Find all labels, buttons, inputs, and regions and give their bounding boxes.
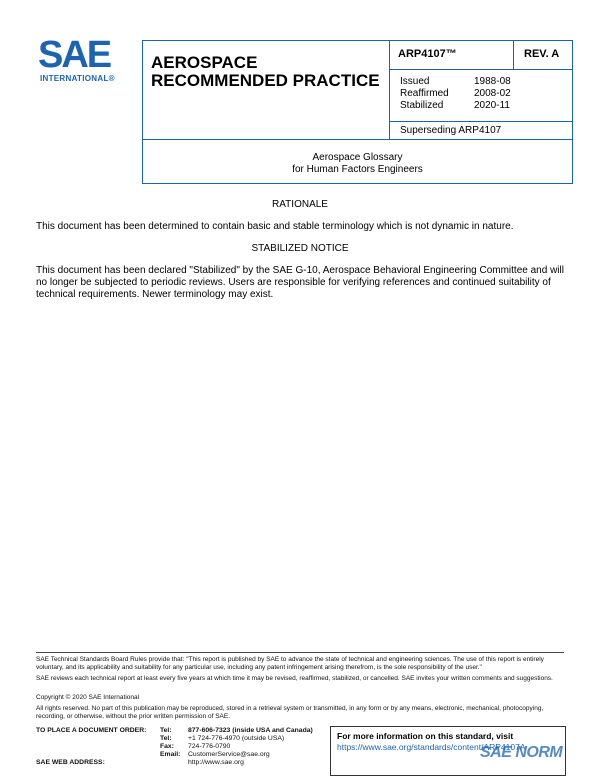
doc-number-cell — [390, 41, 514, 70]
contact-label: Email: — [160, 751, 181, 758]
logo-subtitle: INTERNATIONAL® — [40, 74, 115, 83]
sae-logo — [38, 36, 126, 86]
web-address-label: SAE WEB ADDRESS: — [36, 759, 105, 766]
date-label: Reaffirmed — [400, 88, 449, 99]
doc-type-cell — [143, 41, 390, 139]
document-title-line2: for Human Factors Engineers — [292, 164, 423, 175]
contact-label: Fax: — [160, 743, 174, 750]
footer-divider — [36, 652, 564, 653]
email-link[interactable]: CustomerService@sae.org — [188, 751, 270, 758]
contact-value: 724-776-0790 — [188, 743, 231, 750]
standard-url-link[interactable]: https://www.sae.org/standards/content/ARP4107A — [337, 742, 526, 752]
stabilized-heading: STABILIZED NOTICE — [251, 243, 349, 254]
rights-reserved-text: All rights reserved. No part of this publication may be reproduced, stored in a retrieval system or transmitted, in any form or by any means, electronic, mechanical, photocopying, recording, or otherwise, without the prior written permission of SAE. — [36, 705, 544, 720]
date-row-issued — [390, 76, 572, 88]
document-title-box — [142, 140, 573, 184]
date-label: Issued — [400, 76, 430, 87]
contact-label: Tel: — [160, 735, 172, 742]
date-label: Stabilized — [400, 100, 444, 111]
doc-type-line1: AEROSPACE — [151, 53, 258, 72]
rationale-text: This document has been determined to contain basic and stable terminology which is not dynamic in nature. — [36, 221, 514, 232]
stabilized-text: This document has been declared "Stabilized" by the SAE G-10, Aerospace Behavioral Engineering Committee and will no longer be subjected to periodic reviews. Users are responsible for verifying references and continued suitability of technical requirements. Newer terminology may exist. — [36, 265, 564, 300]
doc-type-line2: RECOMMENDED PRACTICE — [151, 71, 380, 90]
dates-cell — [390, 70, 572, 139]
more-info-heading: For more information on this standard, visit — [337, 731, 514, 741]
contact-value: 877-606-7323 (inside USA and Canada) — [188, 727, 313, 734]
contact-label: Tel: — [160, 727, 172, 734]
watermark-logo — [480, 744, 600, 776]
rationale-heading: RATIONALE — [272, 199, 328, 210]
revision-cell — [514, 41, 572, 70]
contact-value: +1 724-776-4970 (outside USA) — [188, 735, 285, 742]
superseding-note: Superseding ARP4107 — [400, 125, 502, 136]
watermark-text: SAE NORM — [480, 744, 563, 761]
order-label: TO PLACE A DOCUMENT ORDER: — [36, 727, 147, 734]
document-header — [142, 40, 573, 140]
date-row-stabilized — [390, 100, 572, 112]
date-row-reaffirmed — [390, 88, 572, 100]
document-title-line1: Aerospace Glossary — [312, 152, 403, 163]
date-value: 1988-08 — [474, 76, 511, 87]
board-rules-text: SAE Technical Standards Board Rules provide that: "This report is published by SAE to advance the state of technical and engineering sciences. The use of this report is entirely voluntary, and its applicability and suitability for any particular use, including any patent infringement arising therefrom, is the sole responsibility of the user." — [36, 656, 544, 671]
date-value: 2020-11 — [474, 100, 510, 111]
copyright-text: Copyright © 2020 SAE International — [36, 694, 140, 701]
date-value: 2008-02 — [474, 88, 511, 99]
revision-label: REV. A — [524, 48, 560, 60]
logo-wordmark: SAE — [38, 34, 111, 76]
web-address-link[interactable]: http://www.sae.org — [188, 759, 244, 766]
doc-number: ARP4107™ — [398, 48, 457, 60]
review-policy-text: SAE reviews each technical report at least every five years at which time it may be revised, reaffirmed, stabilized, or cancelled. SAE invites your written comments and suggestions. — [36, 675, 553, 682]
superseding-divider — [390, 121, 572, 122]
